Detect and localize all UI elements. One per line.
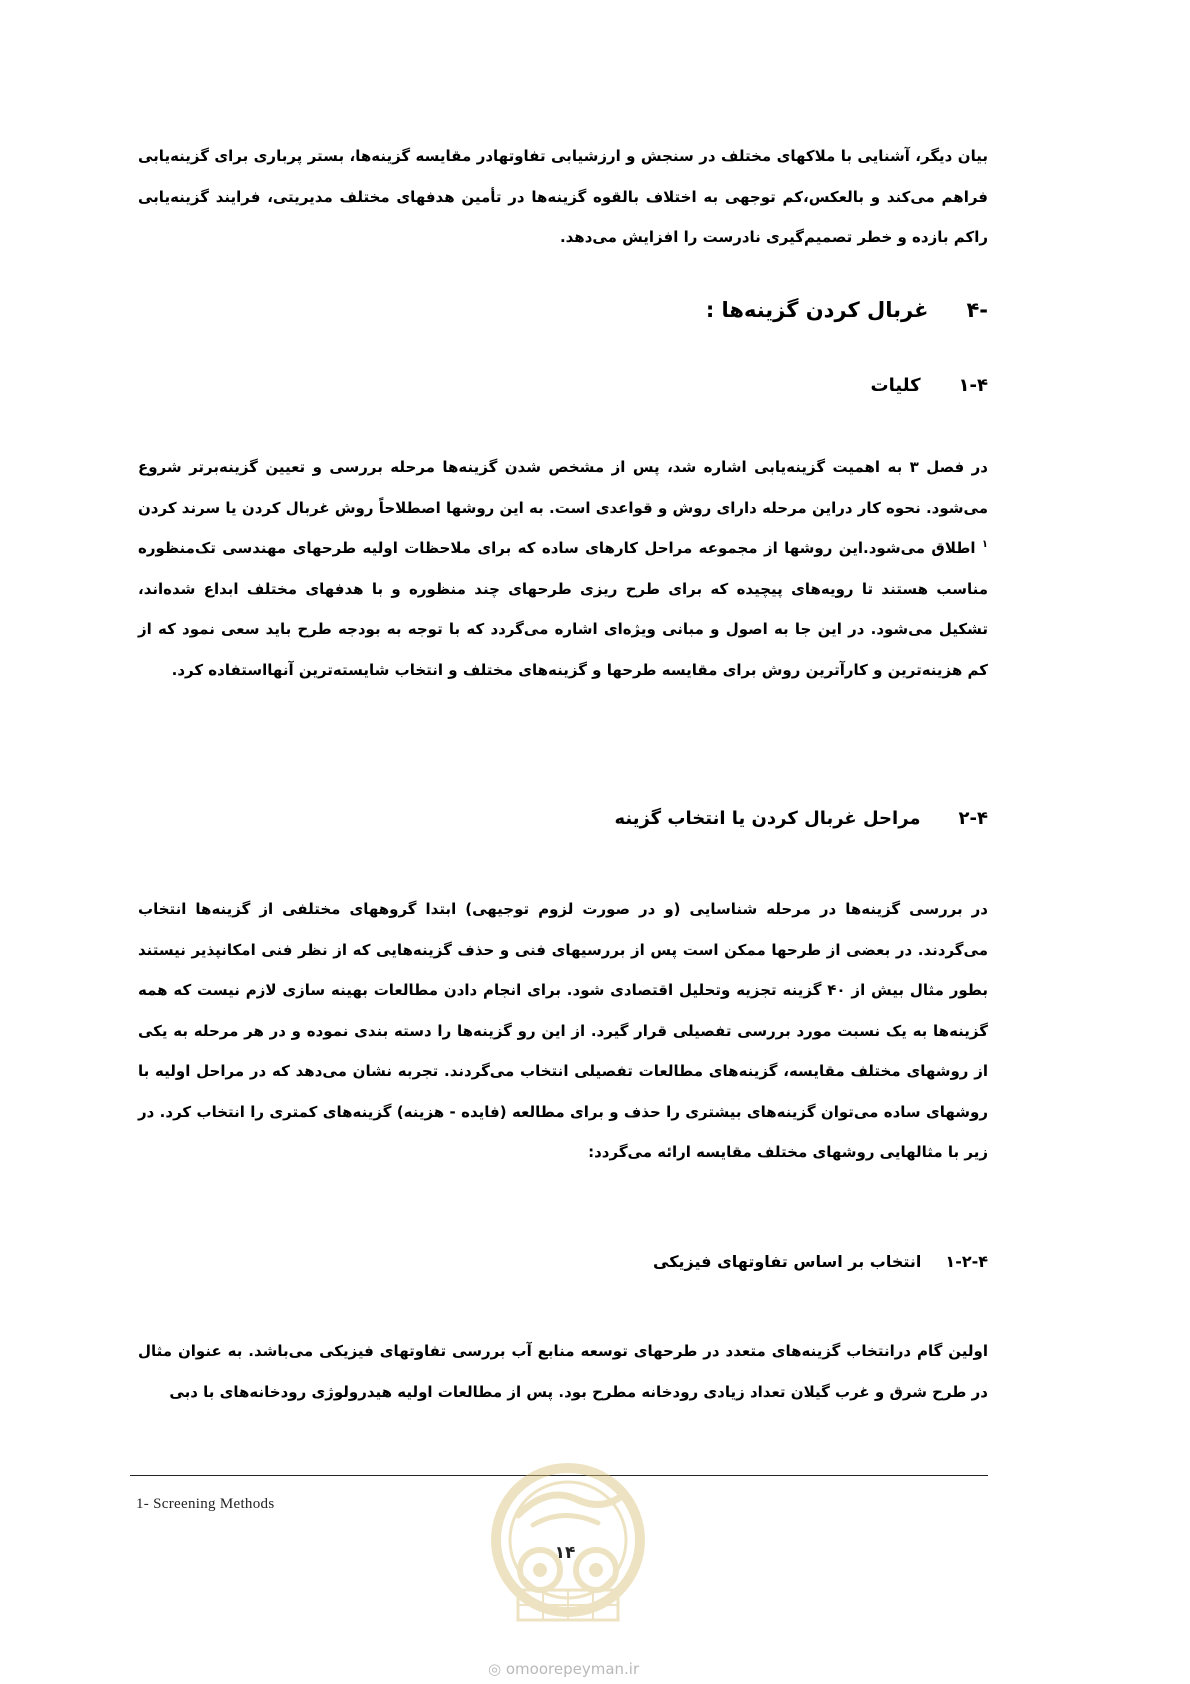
general-paragraph-part2: اطلاق می‌شود.این روشها از مجموعه مراحل کارهای ساده که برای ملاحظات اولیه طرحهای مهندسی تک‌منظوره مناسب هستند تا رویه‌های پیچیده که برای طرح ریزی طرحهای چند منظوره و با هدفهای مختلف ابداع شده‌اند، تشکیل می‌شود. در این جا به اصول و مبانی ویژه‌ای اشاره می‌گردد که با توجه به بودجه طرح باید سعی نمود که از کم هزینه‌ترین و کارآترین روش برای مقایسه طرحها و گزینه‌های مختلف و انتخاب شایسته‌ترین آنهااستفاده کرد. bbox=[138, 539, 988, 679]
globe-icon: ◎ bbox=[488, 1660, 502, 1678]
watermark-url bbox=[488, 1660, 668, 1678]
watermark-seal-logo bbox=[488, 1445, 648, 1635]
footnote-text: 1- Screening Methods bbox=[136, 1496, 275, 1512]
subsubsection-title: انتخاب بر اساس تفاوتهای فیزیکی bbox=[653, 1252, 922, 1271]
stages-paragraph: در بررسی گزینه‌ها در مرحله شناسایی (و در صورت لزوم توجیهی) ابتدا گروههای مختلفی از گزینه‌ها انتخاب می‌گردند. در بعضی از طرحها ممکن است پس از بررسیهای فنی و حذف گزینه‌هایی که از نظر فنی امکانپذیر نیستند بطور مثال بیش از ۴۰ گزینه تجزیه وتحلیل اقتصادی شود. برای انجام دادن مطالعات بهینه سازی لازم نیست که همه گزینه‌ها به یک نسبت مورد بررسی تفصیلی قرار گیرد. از این رو گزینه‌ها را دسته بندی نموده و در هر مرحله به یکی از روشهای مختلف مقایسه، گزینه‌های مطالعات تفصیلی انتخاب می‌گردند. تجربه نشان می‌دهد که در مراحل اولیه با روشهای ساده می‌توان گزینه‌های بیشتری را حذف و برای مطالعه (فایده - هزینه) گزینه‌های کمتری را انتخاب کرد. در زیر با مثالهایی روشهای مختلف مقایسه ارائه می‌گردد: bbox=[138, 900, 989, 1161]
subsection-title: مراحل غربال کردن یا انتخاب گزینه bbox=[614, 808, 921, 829]
footnote-marker: ۱ bbox=[981, 539, 988, 550]
subsubsection-heading-physical bbox=[653, 1252, 988, 1271]
intro-paragraph: بیان دیگر، آشنایی با ملاکهای مختلف در سنجش و ارزشیابی تفاوتهادر مقایسه گزینه‌ها، بستر پرباری برای گزینه‌یابی فراهم می‌کند و بالعکس،کم توجهی به اختلاف بالقوه گزینه‌ها در تأمین هدفهای مختلف مدیریتی، فرایند گزینه‌یابی راکم بازده و خطر تصمیم‌گیری نادرست را افزایش می‌دهد. bbox=[138, 147, 988, 246]
subsubsection-number: ۱-۲-۴ bbox=[945, 1252, 988, 1271]
subsection-number: ۱-۴ bbox=[958, 375, 988, 396]
general-paragraph bbox=[138, 447, 988, 690]
subsection-heading-stages bbox=[614, 808, 988, 829]
section-title: غربال کردن گزینه‌ها : bbox=[705, 298, 929, 322]
subsection-number: ۲-۴ bbox=[958, 808, 988, 829]
section-heading bbox=[706, 298, 988, 322]
watermark-url-text: omoorepeyman.ir bbox=[505, 1660, 640, 1678]
subsection-heading-general bbox=[871, 375, 988, 396]
subsection-title: کلیات bbox=[870, 375, 921, 396]
page-number: ۱۴ bbox=[554, 1543, 576, 1563]
physical-paragraph: اولین گام درانتخاب گزینه‌های متعدد در طرحهای توسعه منابع آب بررسی تفاوتهای فیزیکی می‌باشد. به عنوان مثال در طرح شرق و غرب گیلان تعداد زیادی رودخانه مطرح بود. پس از مطالعات اولیه هیدرولوژی رودخانه‌های با دبی bbox=[138, 1342, 988, 1401]
section-number: -۴ bbox=[966, 298, 988, 322]
general-paragraph-part1: در فصل ۳ به اهمیت گزینه‌یابی اشاره شد، پس از مشخص شدن گزینه‌ها مرحله بررسی و تعیین گزینه‌برتر شروع می‌شود. نحوه کار دراین مرحله دارای روش و قواعدی است. به این روشها اصطلاحاً روش غربال کردن یا سرند کردن bbox=[138, 458, 988, 517]
